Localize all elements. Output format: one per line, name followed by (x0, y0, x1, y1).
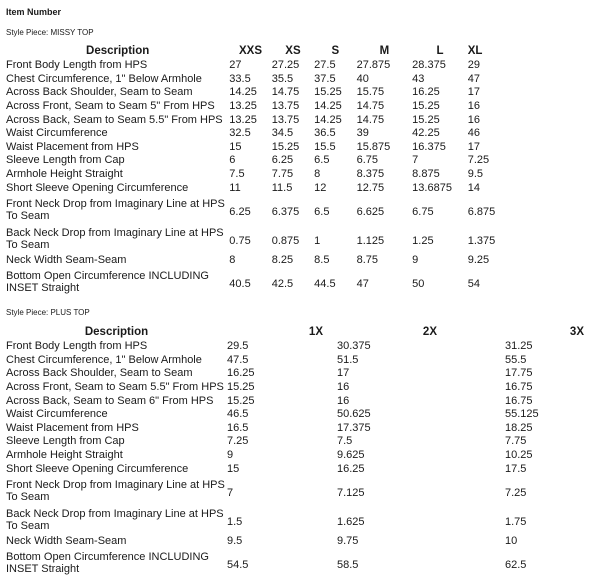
missy-header-xl: XL (467, 45, 483, 57)
plus-table-row (6, 394, 606, 408)
missy-row-value: 6.625 (356, 205, 385, 218)
missy-row-value: 6.5 (314, 205, 330, 218)
missy-row-value: 8.875 (412, 168, 440, 181)
missy-row-value: 15.5 (314, 140, 336, 153)
missy-row-value: 7 (412, 154, 419, 167)
plus-row-value: 55.125 (505, 408, 539, 421)
missy-row-value: 14.75 (356, 113, 385, 126)
plus-row-value: 50.625 (337, 408, 371, 421)
plus-table-row (6, 422, 606, 436)
missy-row-value: 6.75 (412, 205, 434, 218)
missy-row-description: Armhole Height Straight (6, 168, 123, 181)
missy-row-description: Sleeve Length from Cap (6, 154, 125, 167)
missy-row-value: 44.5 (314, 278, 336, 291)
missy-table-row (6, 195, 586, 225)
plus-style-label: Style Piece: PLUS TOP (6, 308, 90, 317)
missy-row-value: 9 (412, 254, 419, 267)
missy-row-value: 14.25 (314, 100, 342, 113)
plus-table-row (6, 462, 606, 476)
plus-row-value: 16.25 (337, 462, 365, 475)
plus-row-value: 29.5 (227, 340, 249, 353)
missy-row-value: 16.25 (412, 86, 440, 99)
missy-row-value: 42.5 (271, 278, 294, 291)
missy-header-l: L (436, 45, 444, 57)
missy-row-value: 43 (412, 72, 425, 85)
missy-table-row (6, 254, 586, 268)
missy-row-value: 8 (314, 168, 321, 181)
missy-row-description: Neck Width Seam-Seam (6, 254, 127, 267)
missy-row-value: 14 (467, 181, 480, 194)
missy-row-value: 16 (467, 113, 480, 126)
plus-table-row (6, 381, 606, 395)
missy-header-xxs: XXS (239, 45, 263, 57)
plus-table-row (6, 449, 606, 463)
plus-row-description: Across Back Shoulder, Seam to Seam (6, 367, 193, 380)
missy-row-value: 8.75 (356, 254, 379, 267)
missy-table-row (6, 141, 586, 155)
missy-row-value: 8.375 (356, 168, 385, 181)
missy-row-value: 46 (467, 127, 480, 140)
missy-row-value: 15.25 (314, 86, 342, 99)
missy-table-row (6, 113, 586, 127)
missy-row-value: 15.25 (412, 100, 440, 113)
plus-row-value: 7.25 (505, 486, 527, 499)
plus-row-description: Sleeve Length from Cap (6, 435, 125, 448)
missy-row-description: Waist Circumference (6, 127, 108, 140)
missy-row-value: 13.25 (229, 100, 257, 113)
plus-header-2x: 2X (422, 326, 437, 338)
missy-row-value: 8 (229, 254, 236, 267)
missy-row-value: 15.25 (412, 113, 440, 126)
plus-row-value: 7.75 (505, 435, 527, 448)
plus-row-value: 7 (227, 486, 234, 499)
plus-row-description: Bottom Open Circumference INCLUDING INSET Straight (6, 551, 209, 576)
plus-row-value: 54.5 (227, 559, 249, 572)
plus-table-row (6, 435, 606, 449)
missy-table-row (6, 86, 586, 100)
plus-row-value: 15.25 (227, 394, 255, 407)
missy-table-row (6, 268, 586, 298)
plus-row-value: 16 (337, 394, 350, 407)
plus-row-value: 30.375 (337, 340, 371, 353)
missy-row-value: 6.75 (356, 154, 379, 167)
plus-spec-table (6, 324, 606, 578)
missy-row-value: 6.25 (229, 205, 251, 218)
plus-row-description: Waist Circumference (6, 408, 108, 421)
missy-row-value: 15.25 (271, 140, 300, 153)
plus-row-value: 16.5 (227, 421, 249, 434)
missy-row-value: 33.5 (229, 72, 251, 85)
missy-row-value: 37.5 (314, 72, 336, 85)
missy-row-value: 13.25 (229, 113, 257, 126)
plus-row-description: Short Sleeve Opening Circumference (6, 462, 189, 475)
missy-row-value: 6.375 (271, 205, 300, 218)
missy-row-value: 1.125 (356, 235, 385, 248)
missy-row-value: 16 (467, 100, 480, 113)
plus-row-value: 7.125 (337, 486, 365, 499)
plus-header-description: Description (84, 326, 149, 338)
plus-row-value: 10.25 (505, 449, 533, 462)
missy-row-value: 6.25 (271, 154, 294, 167)
plus-row-value: 17 (337, 367, 350, 380)
plus-table-row (6, 549, 606, 579)
plus-table-row (6, 505, 606, 535)
plus-row-value: 62.5 (505, 559, 527, 572)
missy-row-value: 40 (356, 72, 369, 85)
missy-row-value: 40.5 (229, 278, 251, 291)
plus-row-value: 9.625 (337, 449, 365, 462)
plus-header-row (6, 324, 606, 340)
plus-row-value: 17.75 (505, 367, 533, 380)
plus-row-description: Front Neck Drop from Imaginary Line at HPS To Seam (6, 478, 225, 503)
missy-row-value: 11.5 (271, 181, 293, 194)
plus-row-description: Across Back, Seam to Seam 6" From HPS (6, 394, 214, 407)
plus-row-value: 16.75 (505, 381, 533, 394)
missy-row-value: 9.25 (467, 254, 490, 267)
missy-table-row (6, 181, 586, 195)
plus-table-row (6, 340, 606, 354)
plus-row-value: 51.5 (337, 353, 359, 366)
missy-row-value: 1 (314, 235, 321, 248)
missy-table-row (6, 224, 586, 254)
plus-row-value: 46.5 (227, 408, 249, 421)
missy-row-description: Front Neck Drop from Imaginary Line at HPS To Seam (6, 197, 225, 222)
missy-row-value: 6.5 (314, 154, 330, 167)
missy-row-value: 0.875 (271, 235, 300, 248)
missy-row-value: 14.75 (271, 86, 300, 99)
plus-row-value: 15.25 (227, 381, 255, 394)
missy-row-description: Across Back Shoulder, Seam to Seam (6, 86, 193, 99)
missy-table-row (6, 73, 586, 87)
missy-row-value: 42.25 (412, 127, 440, 140)
missy-row-value: 32.5 (229, 127, 251, 140)
plus-table-row (6, 354, 606, 368)
plus-row-value: 7.25 (227, 435, 249, 448)
missy-table-row (6, 168, 586, 182)
missy-row-value: 35.5 (271, 72, 294, 85)
missy-row-value: 28.375 (412, 59, 446, 72)
missy-row-value: 12 (314, 181, 327, 194)
missy-row-value: 0.75 (229, 235, 251, 248)
missy-header-row (6, 43, 586, 59)
missy-row-value: 12.75 (356, 181, 385, 194)
missy-row-value: 27.5 (314, 59, 336, 72)
missy-row-value: 39 (356, 127, 369, 140)
missy-table-row (6, 100, 586, 114)
plus-header-3x: 3X (569, 326, 584, 338)
missy-row-description: Chest Circumference, 1" Below Armhole (6, 72, 202, 85)
missy-row-value: 1.375 (467, 235, 496, 248)
missy-header-description: Description (86, 45, 150, 57)
missy-row-value: 14.25 (229, 86, 257, 99)
missy-header-m: M (379, 45, 390, 57)
missy-style-label: Style Piece: MISSY TOP (6, 28, 94, 37)
missy-table-row (6, 59, 586, 73)
plus-row-value: 1.75 (505, 516, 527, 529)
missy-row-value: 17 (467, 140, 480, 153)
missy-row-value: 14.25 (314, 113, 342, 126)
plus-row-description: Back Neck Drop from Imaginary Line at HPS To Seam (6, 508, 224, 533)
plus-table-row (6, 367, 606, 381)
plus-row-description: Neck Width Seam-Seam (6, 535, 127, 548)
missy-row-value: 7.25 (467, 154, 490, 167)
missy-row-value: 13.6875 (412, 181, 452, 194)
missy-row-value: 14.75 (356, 100, 385, 113)
plus-row-value: 16 (337, 381, 350, 394)
item-number-label: Item Number (6, 7, 62, 17)
plus-row-description: Waist Placement from HPS (6, 421, 139, 434)
missy-row-value: 6 (229, 154, 236, 167)
missy-row-value: 13.75 (271, 113, 300, 126)
missy-row-value: 8.5 (314, 254, 330, 267)
missy-row-value: 8.25 (271, 254, 294, 267)
plus-row-value: 18.25 (505, 421, 533, 434)
missy-row-description: Across Front, Seam to Seam 5" From HPS (6, 100, 215, 113)
plus-row-description: Front Body Length from HPS (6, 340, 148, 353)
missy-row-value: 7.75 (271, 168, 294, 181)
plus-row-value: 58.5 (337, 559, 359, 572)
missy-row-value: 6.875 (467, 205, 496, 218)
missy-row-value: 7.5 (229, 168, 245, 181)
plus-table-row (6, 408, 606, 422)
missy-header-s: S (331, 45, 340, 57)
missy-row-description: Back Neck Drop from Imaginary Line at HPS To Seam (6, 227, 224, 252)
plus-table-row (6, 476, 606, 506)
missy-row-value: 9.5 (467, 168, 484, 181)
missy-row-value: 34.5 (271, 127, 294, 140)
plus-row-description: Chest Circumference, 1" Below Armhole (6, 353, 202, 366)
missy-row-value: 1.25 (412, 235, 434, 248)
plus-row-value: 16.25 (227, 367, 255, 380)
missy-row-value: 54 (467, 278, 480, 291)
plus-row-value: 31.25 (505, 340, 533, 353)
missy-row-value: 17 (467, 86, 480, 99)
missy-row-description: Across Back, Seam to Seam 5.5" From HPS (6, 113, 223, 126)
missy-row-value: 11 (229, 181, 241, 194)
missy-row-value: 16.375 (412, 140, 446, 153)
plus-row-value: 47.5 (227, 353, 249, 366)
missy-row-value: 27.875 (356, 59, 391, 72)
missy-table-row (6, 127, 586, 141)
plus-row-value: 1.625 (337, 516, 365, 529)
plus-row-value: 9.5 (227, 535, 243, 548)
missy-spec-table (6, 43, 586, 297)
missy-header-xs: XS (285, 45, 301, 57)
plus-table-row (6, 535, 606, 549)
plus-row-description: Across Front, Seam to Seam 5.5" From HPS (6, 381, 224, 394)
missy-row-value: 15.75 (356, 86, 385, 99)
plus-row-value: 1.5 (227, 516, 243, 529)
missy-row-value: 15.875 (356, 140, 391, 153)
plus-row-value: 10 (505, 535, 518, 548)
plus-row-value: 9 (227, 449, 234, 462)
missy-row-value: 15 (229, 140, 242, 153)
missy-row-value: 27.25 (271, 59, 300, 72)
missy-row-value: 47 (356, 278, 369, 291)
missy-row-description: Short Sleeve Opening Circumference (6, 181, 189, 194)
plus-row-value: 16.75 (505, 394, 533, 407)
missy-row-value: 36.5 (314, 127, 336, 140)
plus-row-value: 9.75 (337, 535, 359, 548)
plus-row-value: 15 (227, 462, 240, 475)
plus-row-value: 7.5 (337, 435, 353, 448)
missy-row-value: 50 (412, 278, 425, 291)
plus-row-value: 55.5 (505, 353, 527, 366)
missy-row-value: 29 (467, 59, 480, 72)
missy-row-value: 27 (229, 59, 242, 72)
missy-row-value: 13.75 (271, 100, 300, 113)
plus-row-description: Armhole Height Straight (6, 449, 123, 462)
missy-row-value: 47 (467, 72, 480, 85)
plus-row-value: 17.375 (337, 421, 371, 434)
missy-row-description: Front Body Length from HPS (6, 59, 148, 72)
missy-table-row (6, 154, 586, 168)
missy-row-description: Waist Placement from HPS (6, 140, 139, 153)
plus-row-value: 17.5 (505, 462, 527, 475)
missy-row-description: Bottom Open Circumference INCLUDING INSET Straight (6, 270, 209, 295)
plus-header-1x: 1X (308, 326, 323, 338)
